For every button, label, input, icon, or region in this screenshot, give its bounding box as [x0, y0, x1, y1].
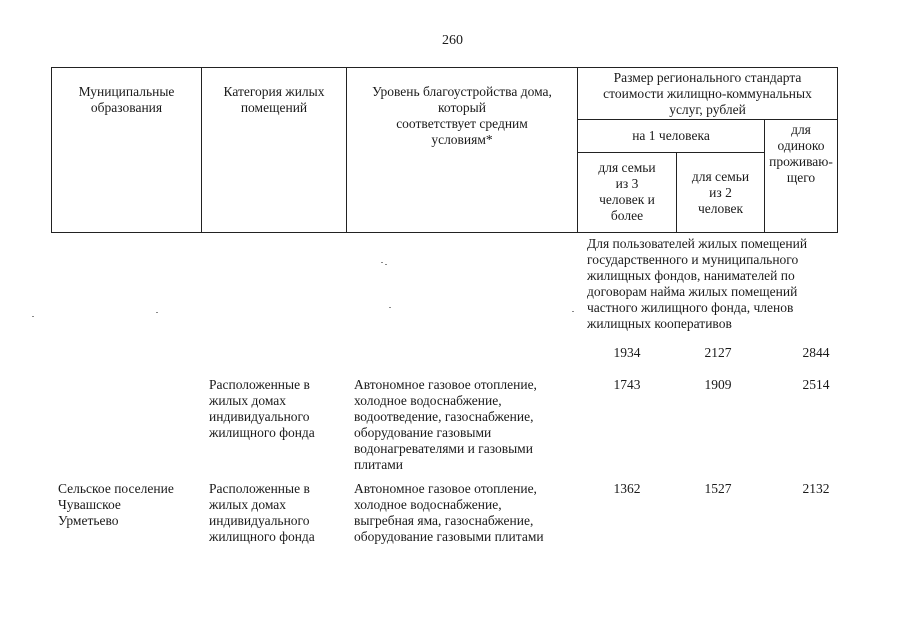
header-level: Уровень благоустройства дома, который соответствует средним условиям* — [372, 84, 552, 147]
row-0-family-3-value: 1934 — [613, 345, 641, 360]
row-2-municipality: Сельское поселение Чувашское Урметьево — [58, 481, 174, 528]
header-family-3: для семьи из 3 человек и более — [598, 160, 656, 223]
row-2-family-2-value: 1527 — [704, 481, 732, 496]
section-note: Для пользователей жилых помещений государственного и муниципального жилищных фондов, нанимателей по договорам найма жилых помещений частного жилищного фонда, членов жилищных кооперативов — [587, 236, 808, 331]
scan-speck — [156, 312, 158, 313]
row-2-category: Расположенные в жилых домах индивидуального жилищного фонда — [209, 481, 315, 544]
page-number: 260 — [442, 33, 463, 48]
row-1-family-2-value: 1909 — [704, 377, 732, 392]
row-1-level: Автономное газовое отопление, холодное водоснабжение, водоотведение, газоснабжение, оборудование газовыми водонагревателями и газовыми плитами — [354, 377, 537, 472]
row-2-single-value: 2132 — [802, 481, 830, 496]
scan-speck — [572, 311, 574, 312]
header-municipality: Муниципальные образования — [78, 84, 175, 115]
scan-speck — [389, 307, 391, 308]
row-divider — [577, 119, 837, 120]
table-header — [51, 67, 838, 233]
row-1-category: Расположенные в жилых домах индивидуального жилищного фонда — [209, 377, 315, 440]
row-0-family-2-value: 2127 — [704, 345, 732, 360]
header-family-2: для семьи из 2 человек — [691, 169, 750, 216]
header-standard-group: Размер регионального стандарта стоимости жилищно-коммунальных услуг, рублей — [603, 70, 812, 117]
scan-speck — [32, 316, 34, 317]
scan-speck — [381, 262, 383, 263]
row-2-family-3-value: 1362 — [613, 481, 641, 496]
row-divider — [577, 152, 764, 153]
row-2-level: Автономное газовое отопление, холодное водоснабжение, выгребная яма, газоснабжение, оборудование газовыми плитами — [354, 481, 544, 544]
row-0-single-value: 2844 — [802, 345, 830, 360]
header-per-person: на 1 человека — [632, 128, 710, 143]
header-single: для одиноко проживаю- щего — [769, 122, 833, 185]
header-category: Категория жилых помещений — [223, 84, 325, 115]
row-1-single-value: 2514 — [802, 377, 830, 392]
scan-speck — [385, 264, 387, 265]
row-1-family-3-value: 1743 — [613, 377, 641, 392]
